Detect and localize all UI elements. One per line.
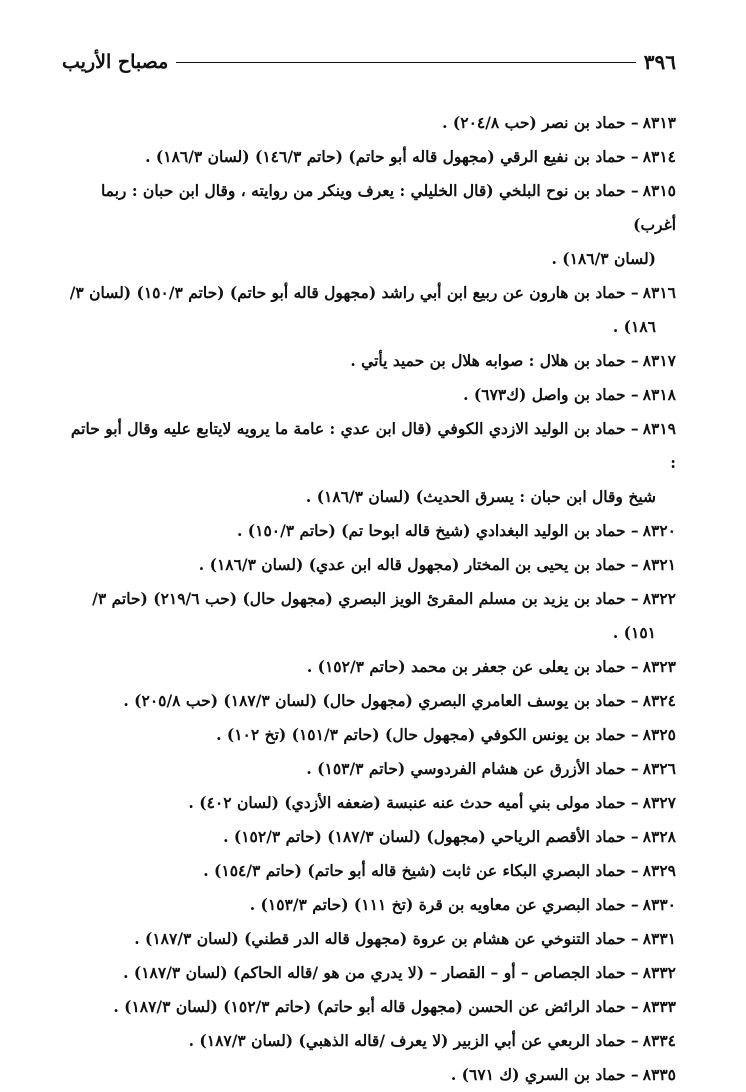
- entry-item: [62, 140, 676, 174]
- entry-continuation: شيخ وقال ابن حبان : يسرق الحديث) (لسان ١٨٦/٣) .: [305, 487, 656, 506]
- entry-item: [62, 956, 676, 990]
- entry-text: – حماد مولى بني أميه حدث عنه عنبسة (ضعفه الأزدي) (لسان ٤٠٢) .: [188, 793, 639, 812]
- entry-text: – حماد الأقصم الرياحي (مجهول) (لسان ١٨٧/٣) (حاتم ١٥٢/٣) .: [223, 827, 639, 846]
- entry-text: – حماد بن واصل (ك٦٧٣) .: [463, 385, 639, 404]
- entry-item: [62, 106, 676, 140]
- entry-item: [62, 514, 676, 548]
- entry-item: [62, 888, 676, 922]
- entry-text: – حماد بن نفيع الرقي (مجهول قاله أبو حاتم) (حاتم ١٤٦/٣) (لسان ١٨٦/٣) .: [145, 147, 639, 166]
- entry-item: [62, 582, 676, 650]
- entry-text: – حماد بن السري (ك ٦٧١) .: [450, 1065, 639, 1084]
- entry-text: – حماد بن نوح البلخي (قال الخليلي : يعرف وينكر من روايته ، وقال ابن حبان : ربما أغرب): [100, 181, 676, 234]
- entry-number: ٨٣١٥: [642, 181, 676, 200]
- entry-number: ٨٣٢٧: [642, 793, 676, 812]
- entry-number: ٨٣١٣: [642, 113, 676, 132]
- entry-item: [62, 276, 676, 344]
- book-title: مصباح الأريب: [62, 51, 169, 73]
- entry-number: ٨٣١٦: [642, 283, 676, 302]
- entry-number: ٨٣٣٢: [642, 963, 676, 982]
- entry-text: – حماد الأزرق عن هشام الفردوسي (حاتم ١٥٣/٣) .: [306, 759, 639, 778]
- entry-text: – حماد البصري عن معاويه بن قرة (تخ ١١١) (حاتم ١٥٣/٣) .: [249, 895, 639, 914]
- entry-continuation: (لسان ١٨٦/٣) .: [551, 249, 656, 268]
- entry-item: [62, 854, 676, 888]
- entry-item: [62, 990, 676, 1024]
- entry-text: – حماد بن يعلى عن جعفر بن محمد (حاتم ١٥٢/٣) .: [306, 657, 639, 676]
- entry-number: ٨٣٢٦: [642, 759, 676, 778]
- entry-number: ٨٣١٧: [642, 351, 676, 370]
- entry-number: ٨٣٣٥: [642, 1065, 676, 1084]
- entry-item: [62, 174, 676, 276]
- page-number: ٣٩٦: [643, 50, 676, 74]
- page-header: [62, 48, 676, 76]
- entry-number: ٨٣٣١: [642, 929, 676, 948]
- entry-number: ٨٣٣٤: [642, 1031, 676, 1050]
- entry-item: [62, 548, 676, 582]
- entry-text: – حماد بن هارون عن ربيع ابن أبي راشد (مجهول قاله أبو حاتم) (حاتم ١٥٠/٣) (لسان ٣/: [69, 283, 639, 302]
- entry-number: ٨٣٢٤: [642, 691, 676, 710]
- entry-text: – حماد بن الوليد البغدادي (شيخ قاله ابوحا تم) (حاتم ١٥٠/٣) .: [237, 521, 639, 540]
- entry-text: – حماد الرائض عن الحسن (مجهول قاله أبو حاتم) (حاتم ١٥٢/٣) (لسان ١٨٧/٣) .: [113, 997, 639, 1016]
- entry-item: [62, 718, 676, 752]
- entry-text: – حماد بن يونس الكوفي (مجهول حال) (حاتم ١٥١/٣) (تخ ١٠٢) .: [216, 725, 639, 744]
- entry-text: – حماد الجصاص – أو – القصار – (لا يدري من هو /قاله الحاكم) (لسان ١٨٧/٣) .: [123, 963, 639, 982]
- entry-number: ٨٣٣٠: [642, 895, 676, 914]
- entry-number: ٨٣٣٣: [642, 997, 676, 1016]
- entry-text: – حماد البصري البكاء عن ثابت (شيخ قاله أبو حاتم) (حاتم ١٥٤/٣) .: [203, 861, 639, 880]
- entry-continuation: ١٨٦) .: [612, 317, 656, 336]
- entry-text: – حماد التنوخي عن هشام بن عروة (مجهول قاله الدر قطني) (لسان ١٨٧/٣) .: [134, 929, 639, 948]
- entry-text: – حماد بن يحيى بن المختار (مجهول قاله ابن عدي) (لسان ١٨٦/٣) .: [198, 555, 639, 574]
- entry-number: ٨٣٢٨: [642, 827, 676, 846]
- entry-text: – حماد بن نصر (حب ٢٠٤/٨) .: [442, 113, 639, 132]
- entry-text: – حماد بن يزيد بن مسلم المقرئ الويز البصري (مجهول حال) (حب ٢١٩/٦) (حاتم ٣/: [92, 589, 639, 608]
- entry-number: ٨٣٢٥: [642, 725, 676, 744]
- entry-number: ٨٣٢٠: [642, 521, 676, 540]
- entry-number: ٨٣٢٩: [642, 861, 676, 880]
- entry-number: ٨٣٢٢: [642, 589, 676, 608]
- entry-item: [62, 684, 676, 718]
- entry-continuation: ١٥١) .: [612, 623, 656, 642]
- entry-number: ٨٣١٩: [642, 419, 676, 438]
- entry-item: [62, 344, 676, 378]
- entry-list: [62, 106, 676, 1092]
- entry-item: [62, 378, 676, 412]
- header-rule: [176, 62, 635, 63]
- entry-item: [62, 650, 676, 684]
- entry-item: [62, 1058, 676, 1092]
- entry-number: ٨٣١٤: [642, 147, 676, 166]
- entry-text: – حماد بن يوسف العامري البصري (مجهول حال) (لسان ١٨٧/٣) (حب ٢٠٥/٨) .: [123, 691, 639, 710]
- entry-text: – حماد الربعي عن أبي الزبير (لا يعرف /قاله الذهبي) (لسان ١٨٧/٣) .: [188, 1031, 639, 1050]
- entry-item: [62, 1024, 676, 1058]
- entry-number: ٨٣١٨: [642, 385, 676, 404]
- entry-item: [62, 922, 676, 956]
- entry-item: [62, 412, 676, 514]
- entry-item: [62, 786, 676, 820]
- entry-text: – حماد بن هلال : صوابه هلال بن حميد يأتي .: [350, 351, 639, 370]
- entry-text: – حماد بن الوليد الازدي الكوفي (قال ابن عدي : عامة ما يرويه لايتابع عليه وقال أبو حاتم :: [70, 419, 676, 472]
- entry-item: [62, 752, 676, 786]
- entry-number: ٨٣٢١: [642, 555, 676, 574]
- entry-item: [62, 820, 676, 854]
- entry-number: ٨٣٢٣: [642, 657, 676, 676]
